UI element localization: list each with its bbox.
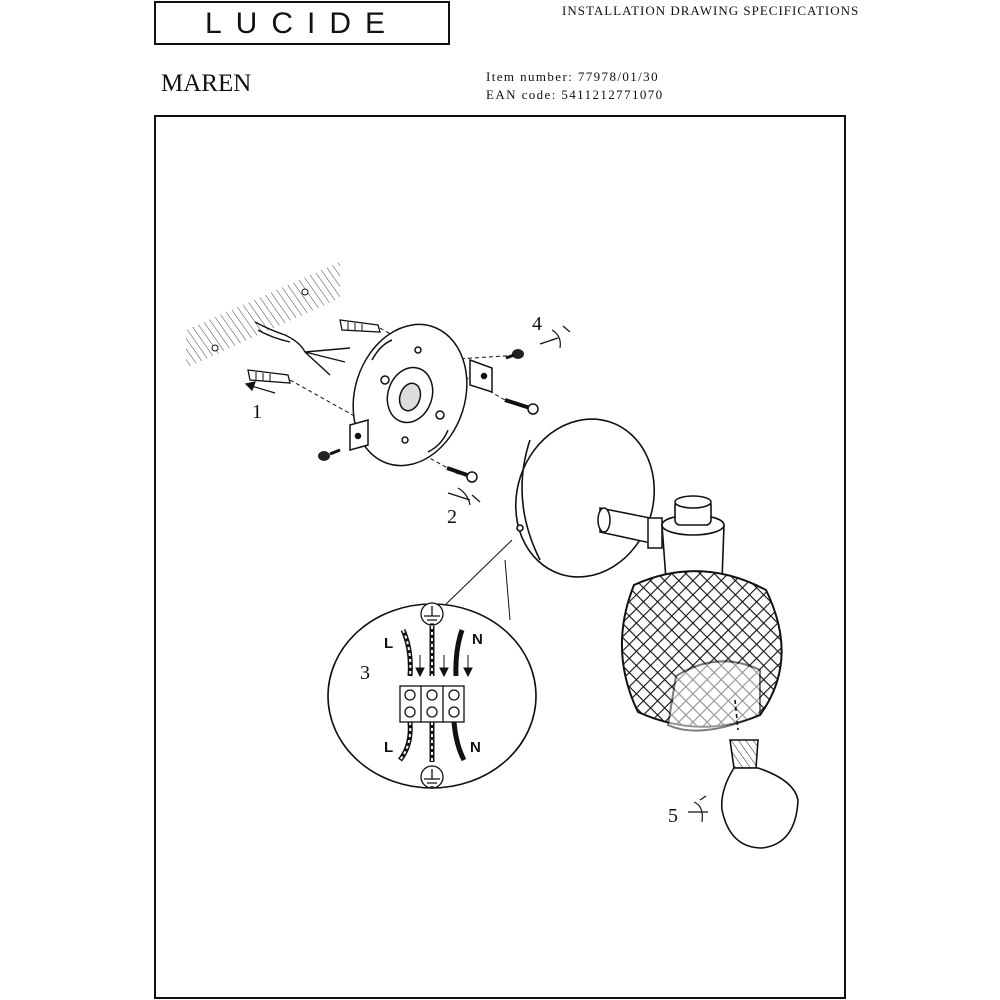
bolt-top [506,349,524,359]
rotate-icon-step-2 [448,488,480,505]
wire-label-live-bottom: L [384,739,394,756]
item-number: Item number: 77978/01/30 [486,69,659,84]
wiring-detail [328,603,536,788]
brand-logo-text: LUCIDE [204,7,400,40]
lamp-canopy [496,401,675,595]
mesh-shade [622,571,782,730]
arrow-step-1 [246,382,275,393]
wire-label-live-top: L [384,635,394,652]
screw-bottom [447,468,477,482]
step-label-4: 4 [532,313,542,335]
document-title: INSTALLATION DRAWING SPECIFICATIONS [562,3,860,18]
rotate-icon-step-5 [688,796,708,822]
screw-top [505,400,538,414]
step-label-2: 2 [447,506,457,528]
wall-plug-top [340,320,380,332]
step-label-3: 3 [360,662,370,684]
step-label-1: 1 [252,401,262,423]
earth-icon-bottom [421,766,443,788]
bolt-bottom [318,450,340,461]
wall-plug-bottom [248,370,290,383]
ean-code: EAN code: 5411212771070 [486,87,664,102]
step-label-5: 5 [668,805,678,827]
rotate-icon-step-4 [540,326,570,348]
wire-label-neutral-top: N [472,631,483,648]
terminal-block [400,686,464,722]
wire-label-neutral-bottom: N [470,739,481,756]
earth-icon-top [421,603,443,625]
product-name: MAREN [161,70,252,97]
mounting-plate [335,310,492,481]
wall-hatch [186,262,340,368]
